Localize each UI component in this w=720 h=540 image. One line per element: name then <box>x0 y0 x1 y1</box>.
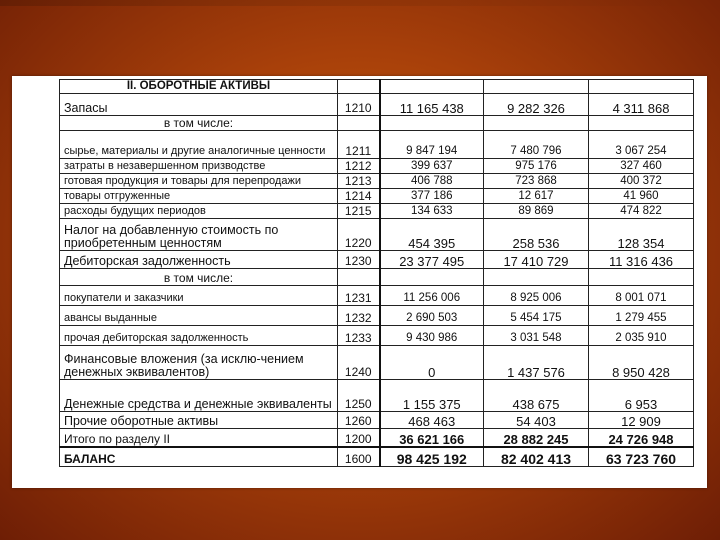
value-col-2: 54 403 <box>484 412 589 429</box>
value-col-3: 2 035 910 <box>589 326 694 346</box>
value-col-1 <box>380 80 484 94</box>
value-col-2: 9 282 326 <box>484 94 589 116</box>
row-code: 1260 <box>338 412 380 429</box>
value-col-1: 406 788 <box>380 174 484 189</box>
value-col-2: 8 925 006 <box>484 286 589 306</box>
table-row-raw-materials <box>60 131 694 159</box>
row-name: Денежные средства и денежные эквиваленты <box>60 380 338 412</box>
table-row-other-current-assets <box>60 412 694 429</box>
value-col-1: 468 463 <box>380 412 484 429</box>
row-code: 1220 <box>338 219 380 251</box>
table-row-receivables <box>60 251 694 269</box>
value-col-1: 9 430 986 <box>380 326 484 346</box>
value-col-3: 11 316 436 <box>589 251 694 269</box>
value-col-1: 11 256 006 <box>380 286 484 306</box>
row-name: Запасы <box>60 94 338 116</box>
row-code: 1212 <box>338 159 380 174</box>
row-code: 1215 <box>338 204 380 219</box>
row-code: 1233 <box>338 326 380 346</box>
row-name: авансы выданные <box>60 306 338 326</box>
table-row-advances <box>60 306 694 326</box>
value-col-3: 327 460 <box>589 159 694 174</box>
value-col-3: 12 909 <box>589 412 694 429</box>
value-col-2: 82 402 413 <box>484 447 589 467</box>
table-row-section-header <box>60 80 694 94</box>
table-row-zapasy <box>60 94 694 116</box>
value-col-3: 6 953 <box>589 380 694 412</box>
row-code: 1240 <box>338 346 380 380</box>
value-col-3: 4 311 868 <box>589 94 694 116</box>
value-col-1 <box>380 116 484 131</box>
table-row-goods-shipped <box>60 189 694 204</box>
value-col-2 <box>484 80 589 94</box>
row-name: в том числе: <box>60 116 338 131</box>
row-code: 1200 <box>338 429 380 447</box>
value-col-2: 89 869 <box>484 204 589 219</box>
value-col-2: 7 480 796 <box>484 131 589 159</box>
value-col-1: 11 165 438 <box>380 94 484 116</box>
value-col-2 <box>484 116 589 131</box>
value-col-3: 41 960 <box>589 189 694 204</box>
row-name: расходы будущих периодов <box>60 204 338 219</box>
row-code: 1211 <box>338 131 380 159</box>
value-col-3 <box>589 80 694 94</box>
row-name: Прочие оборотные активы <box>60 412 338 429</box>
table-row-other-receivables <box>60 326 694 346</box>
row-code: 1210 <box>338 94 380 116</box>
value-col-2 <box>484 269 589 286</box>
row-code <box>338 116 380 131</box>
value-col-1: 1 155 375 <box>380 380 484 412</box>
table-row-finished-goods <box>60 174 694 189</box>
slide-background-accent <box>0 0 720 6</box>
row-name: затраты в незавершенном призводстве <box>60 159 338 174</box>
row-code <box>338 80 380 94</box>
value-col-1: 377 186 <box>380 189 484 204</box>
row-name: товары отгруженные <box>60 189 338 204</box>
value-col-1: 36 621 166 <box>380 429 484 447</box>
row-name: Налог на добавленную стоимость по приобретенным ценностям <box>60 219 338 251</box>
value-col-3: 474 822 <box>589 204 694 219</box>
table-row-deferred-expenses <box>60 204 694 219</box>
row-name: Итого по разделу II <box>60 429 338 447</box>
value-col-1 <box>380 269 484 286</box>
value-col-3 <box>589 269 694 286</box>
value-col-2: 438 675 <box>484 380 589 412</box>
table-row-cash <box>60 380 694 412</box>
row-code: 1232 <box>338 306 380 326</box>
value-col-2: 258 536 <box>484 219 589 251</box>
table-row-wip-costs <box>60 159 694 174</box>
value-col-2: 3 031 548 <box>484 326 589 346</box>
row-code <box>338 269 380 286</box>
value-col-3: 128 354 <box>589 219 694 251</box>
row-name: БАЛАНС <box>60 447 338 467</box>
row-name: в том числе: <box>60 269 338 286</box>
value-col-1: 2 690 503 <box>380 306 484 326</box>
row-name: Дебиторская задолженность <box>60 251 338 269</box>
row-name: покупатели и заказчики <box>60 286 338 306</box>
value-col-2: 975 176 <box>484 159 589 174</box>
row-code: 1600 <box>338 447 380 467</box>
value-col-2: 1 437 576 <box>484 346 589 380</box>
value-col-1: 9 847 194 <box>380 131 484 159</box>
value-col-1: 399 637 <box>380 159 484 174</box>
table-row-financial-investments <box>60 346 694 380</box>
value-col-3: 1 279 455 <box>589 306 694 326</box>
value-col-1: 454 395 <box>380 219 484 251</box>
row-name: прочая дебиторская задолженность <box>60 326 338 346</box>
value-col-3 <box>589 116 694 131</box>
value-col-2: 28 882 245 <box>484 429 589 447</box>
row-code: 1250 <box>338 380 380 412</box>
table-row-customers <box>60 286 694 306</box>
row-name: готовая продукция и товары для перепродажи <box>60 174 338 189</box>
value-col-2: 5 454 175 <box>484 306 589 326</box>
balance-table <box>59 79 694 467</box>
table-row-in-that-number <box>60 269 694 286</box>
row-name: Финансовые вложения (за исклю-чением денежных эквивалентов) <box>60 346 338 380</box>
value-col-3: 8 001 071 <box>589 286 694 306</box>
value-col-3: 63 723 760 <box>589 447 694 467</box>
table-row-balance-total <box>60 447 694 467</box>
value-col-3: 8 950 428 <box>589 346 694 380</box>
table-row-section-total <box>60 429 694 447</box>
value-col-3: 3 067 254 <box>589 131 694 159</box>
section-title: II. ОБОРОТНЫЕ АКТИВЫ <box>60 80 338 94</box>
value-col-1: 23 377 495 <box>380 251 484 269</box>
table-row-in-that-number <box>60 116 694 131</box>
value-col-2: 17 410 729 <box>484 251 589 269</box>
value-col-3: 400 372 <box>589 174 694 189</box>
balance-sheet-image <box>12 76 707 488</box>
row-code: 1231 <box>338 286 380 306</box>
row-code: 1213 <box>338 174 380 189</box>
table-row-vat <box>60 219 694 251</box>
value-col-3: 24 726 948 <box>589 429 694 447</box>
row-code: 1230 <box>338 251 380 269</box>
row-code: 1214 <box>338 189 380 204</box>
value-col-1: 134 633 <box>380 204 484 219</box>
value-col-2: 723 868 <box>484 174 589 189</box>
value-col-1: 98 425 192 <box>380 447 484 467</box>
row-name: сырье, материалы и другие аналогичные ценности <box>60 131 338 159</box>
value-col-1: 0 <box>380 346 484 380</box>
value-col-2: 12 617 <box>484 189 589 204</box>
